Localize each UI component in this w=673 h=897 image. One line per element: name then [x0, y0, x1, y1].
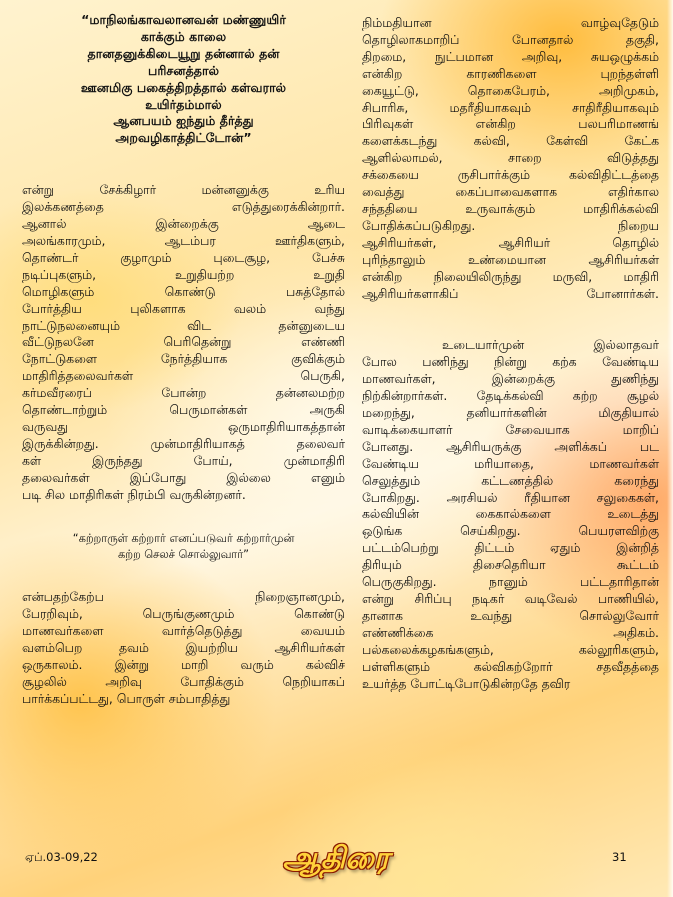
text-line: அறவழிகாத்திட்டோன்”: [115, 130, 252, 146]
text-line: தலைவர்கள் இப்போது இல்லை எனும்: [22, 469, 345, 485]
text-line: ஊனமிகு பகைத்திறத்தால் கள்வரால்: [80, 79, 287, 95]
text-line: தானாக உவந்து சொல்லுவோர்: [362, 607, 659, 623]
text-line: போனது. ஆசிரியருக்கு அளிக்கப் பட: [362, 438, 659, 454]
text-line: தொண்டாற்றும் பெருமான்கள் அருகி: [22, 402, 345, 418]
text-line: போல பணிந்து நின்று கற்க வேண்டிய: [362, 354, 659, 370]
left-paragraph-2: [22, 589, 345, 707]
text-line: மாணவர்கள், இன்றைக்கு துணிந்து: [362, 371, 659, 387]
text-line: பல்கலைக்கழகங்களும், கல்லூரிகளும்,: [362, 641, 659, 657]
text-line: வீட்டுநலனே பெரிதென்று எண்ணி: [22, 334, 345, 350]
text-line: ஆளில்லாமல், சாறை விடுத்தது: [362, 150, 659, 166]
text-line: கையூட்டு, தொகைபேரம், அறிமுகம்,: [362, 82, 659, 98]
text-line: மொழிகளும் கொண்டு பசுத்தோல்: [22, 283, 345, 299]
text-line: திறமை, நுட்பமான அறிவு, சுயஒழுக்கம்: [362, 48, 659, 64]
magazine-logo: ஆதிரை: [282, 841, 390, 876]
text-line: போகிறது. அரசியல் ரீதியான சலுகைகள்,: [362, 489, 659, 505]
text-line: வாடிக்கையாளர் சேவையாக மாறிப்: [362, 421, 659, 437]
page-number: 31: [612, 850, 627, 864]
text-line: பெருகுகிறது. நானும் பட்டதாரிதான்: [362, 574, 659, 590]
text-line: வேண்டிய மரியாதை, மாணவர்கள்: [362, 455, 659, 471]
poem-quote: [22, 12, 345, 147]
text-line: காக்கும் காலை: [140, 28, 227, 44]
text-line: மாணவர்களை வார்த்தெடுத்து வையம்: [22, 623, 345, 639]
text-line: மறைந்து, தனியார்களின் மிகுதியால்: [362, 405, 659, 421]
text-line: தானதனுக்கிடையூறு தன்னால் தன்: [87, 45, 280, 61]
text-line: “மாநிலங்காவலானவன் மண்ணுயிர்: [81, 12, 286, 27]
text-line: சந்ததியை உருவாக்கும் மாதிரிக்கல்வி: [362, 200, 659, 216]
text-line: என்கிற காரணிகளை புறந்தள்ளி: [362, 65, 659, 81]
text-line: பள்ளிகளும் கல்விகற்றோர் சதவீதத்தை: [362, 658, 659, 674]
kural-quote: [22, 531, 345, 563]
text-line: நடிப்புகளும், உறுதியற்ற உறுதி: [22, 266, 345, 282]
text-line: படி சில மாதிரிகள் நிரம்பி வருகின்றனர்.: [22, 486, 246, 502]
issue-date: ஏப்.03-09,22: [25, 850, 98, 864]
text-line: போர்த்திய புலிகளாக வலம் வந்து: [22, 300, 345, 316]
text-line: நோட்டுகளை நேர்த்தியாக குவிக்கும்: [22, 351, 345, 367]
text-line: ஒடுங்க செய்கிறது. பெயரளவிற்கு: [362, 523, 659, 539]
text-line: ஆசிரியர்களாகிப் போனார்கள்.: [362, 285, 659, 301]
text-line: வைத்து கைப்பாவைகளாக எதிர்கால: [362, 184, 659, 200]
page-edge: [667, 0, 673, 897]
text-line: இலக்கணத்தை எடுத்துரைக்கின்றார்.: [22, 199, 345, 215]
text-line: கர்மவீரரைப் போன்ற தன்னலமற்ற: [22, 385, 345, 401]
text-line: களைக்கடந்து கல்வி, கேள்வி கேட்க: [362, 133, 659, 149]
text-line: அலங்காரமும், ஆடம்பர ஊர்திகளும்,: [22, 232, 345, 248]
text-line: சூழலில் அறிவு போதிக்கும் நெறியாகப்: [22, 674, 345, 689]
right-paragraph-2: [362, 337, 659, 692]
text-line: நாட்டுநலனையும் விட தன்னுடைய: [22, 317, 345, 333]
text-line: பிரிவுகள் என்கிற பலபரிமாணங்: [362, 116, 659, 132]
text-line: சிபாரிசு, மதரீதியாகவும் சாதிரீதியாகவும்: [362, 99, 659, 115]
text-line: ஆசிரியர்கள், ஆசிரியர் தொழில்: [362, 234, 659, 250]
text-line: மாதிரித்தலைவர்கள் பெருகி,: [22, 368, 345, 384]
text-line: பரிசனத்தால்: [147, 62, 220, 78]
text-line: என்று சிரிப்பு நடிகர் வடிவேல் பாணியில்,: [362, 591, 659, 606]
text-line: பட்டம்பெற்று திட்டம் ஏதும் இன்றித்: [362, 540, 659, 556]
text-line: உடையார்முன் இல்லாதவர்: [442, 337, 659, 353]
text-line: என்கிற நிலையிலிருந்து மருவி, மாதிரி: [362, 268, 659, 284]
text-line: தொழிலாகமாறிப் போனதால் தகுதி,: [362, 31, 659, 47]
text-line: சக்கையை ருசிபார்க்கும் கல்விதிட்டத்தை: [362, 167, 659, 183]
text-line: கள் இருந்தது போய், முன்மாதிரி: [22, 452, 345, 468]
text-line: வளம்பெற தவம் இயற்றிய ஆசிரியர்கள்: [22, 640, 345, 656]
text-line: திரியும் திசைதெரியா கூட்டம்: [362, 557, 659, 573]
text-line: போதிக்கப்படுகிறது. நிறைய: [362, 217, 659, 233]
text-line: கல்வியின் கைகால்களை உடைத்து: [362, 506, 659, 522]
right-paragraph-1: [362, 15, 659, 302]
text-line: நிற்கின்றார்கள். தேடிக்கல்வி கற்ற சூழல்: [362, 388, 659, 404]
text-line: எண்ணிக்கை அதிகம்.: [362, 624, 659, 640]
text-line: உயிர்தம்மால்: [145, 96, 222, 112]
text-line: தொண்டர் குழாமும் புடைசூழ, பேச்சு: [22, 249, 345, 265]
right-column: [362, 15, 659, 692]
left-column: [22, 12, 345, 708]
text-line: செலுத்தும் கட்டணத்தில் கரைந்து: [362, 472, 659, 488]
text-line: உயர்த்த போட்டிபோடுகின்றதே தவிர: [362, 675, 571, 691]
text-line: என்பதற்கேற்ப நிறைஞானமும்,: [22, 589, 345, 605]
left-paragraph-1: [22, 182, 345, 503]
text-line: ஆனபயம் ஐந்தும் தீர்த்து: [113, 113, 254, 129]
text-line: ஆனால் இன்றைக்கு ஆடை: [22, 216, 345, 232]
text-line: கற்ற செலச் சொல்லுவார்”: [118, 548, 249, 562]
text-line: பார்க்கப்பட்டது, பொருள் சம்பாதித்து: [22, 690, 231, 706]
text-line: நிம்மதியான வாழ்வுதேடும்: [362, 15, 659, 30]
text-line: பேரறிவும், பெருங்குணமும் கொண்டு: [22, 606, 345, 622]
text-line: ஒருகாலம். இன்று மாறி வரும் கல்விச்: [22, 657, 345, 673]
text-line: புரிந்தாலும் உண்மையான ஆசிரியர்கள்: [362, 251, 659, 267]
text-line: “கற்றாருள் கற்றார் எனப்படுவர் கற்றார்முன்: [72, 532, 295, 546]
text-line: இருக்கின்றது. முன்மாதிரியாகத் தலைவர்: [22, 435, 345, 451]
text-line: வருவது ஒருமாதிரியாகத்தான்: [22, 418, 345, 434]
text-line: என்று சேக்கிழார் மன்னனுக்கு உரிய: [22, 182, 345, 198]
